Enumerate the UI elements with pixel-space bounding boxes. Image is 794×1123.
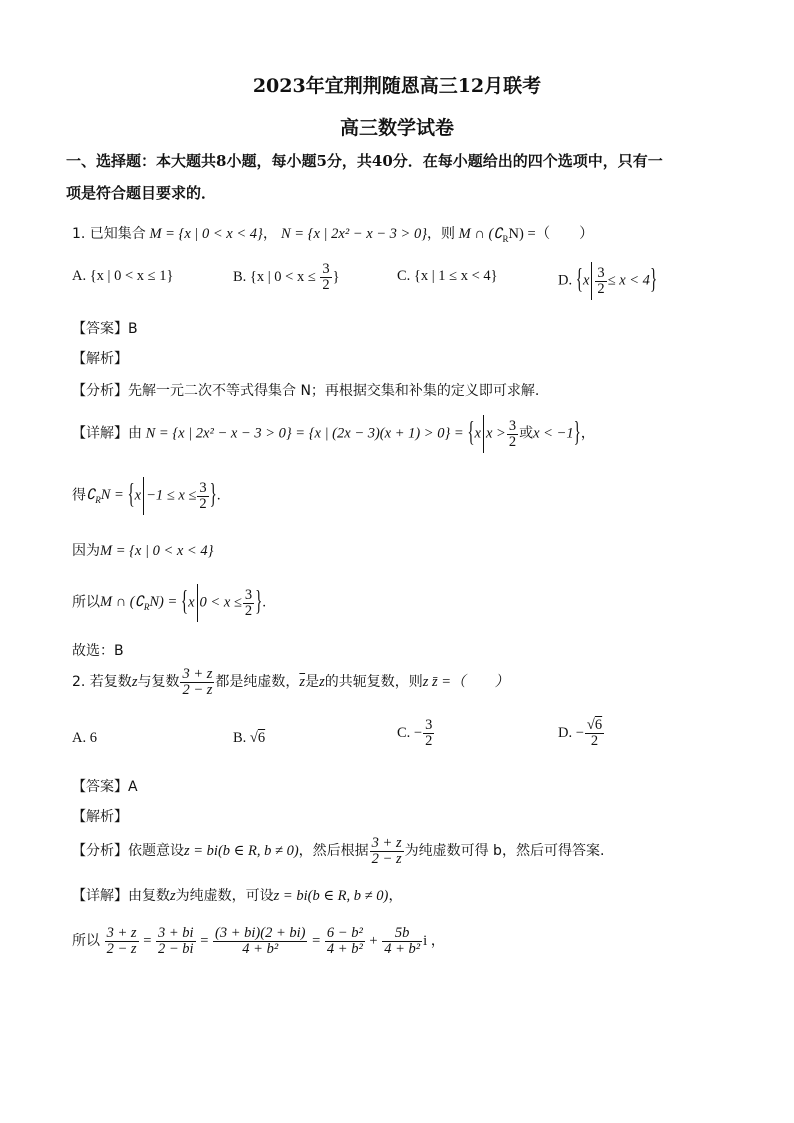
q2-option-d-label: D. [558,724,573,741]
set-bar [483,415,484,453]
numerator: √6 [586,717,603,733]
q2-option-d: D. − $\frac{√6}{2}$ [558,717,603,749]
complement-expr: $∁_RN$ = [86,487,124,506]
q1-then: ，则 [427,226,456,242]
q2-option-b-label: B. [233,730,247,746]
numerator: 3 + z [182,666,213,682]
q2-answer: 【答案】A [72,779,138,795]
fraction [585,718,604,749]
q1-option-d-fraction [595,266,606,297]
z-bar: $\overline{z}$ [299,673,306,690]
q1-option-b [233,262,340,293]
q1-detail-tail: x < −1 [533,425,574,442]
q1-choice: 故选：B [72,643,124,659]
tail: i ， [423,932,446,949]
numerator: 3 [597,264,605,281]
or-word: 或 [519,425,534,442]
q2-option-b: B. √6 [233,730,266,746]
so-word: 所以 [72,594,100,611]
q1-fenxi: 【分析】先解一元二次不等式得集合 N；再根据交集和补集的定义即可求解. [72,383,540,399]
q1-option-c: C. {x | 1 ≤ x < 4} [397,268,498,284]
fraction [197,481,208,512]
var-z: z [319,673,325,690]
denominator: 2 − bi [158,941,194,957]
q2-option-c: C. − $\frac{3}{2}$ [397,717,433,749]
brace-close: } [209,479,217,511]
var-x: x [582,272,590,289]
var-x-gt: x > [485,425,506,442]
brace-open: { [467,417,475,449]
q1-set-M: M = {x | 0 < x < 4} [149,226,263,242]
q1-option-b-close: } [332,268,340,285]
denominator: 2 [322,277,330,293]
numerator: 5b [382,926,422,942]
q1-because [72,540,213,560]
page-subtitle: 高三数学试卷 [339,117,454,139]
q1-expression: M ∩ (∁ [458,226,503,242]
fraction-3 [213,926,307,957]
q2-detail [72,884,403,905]
so-word: 所以 [72,932,100,949]
denominator: 2 [425,733,433,749]
detail-b: 为纯虚数，可设 [175,888,274,904]
q1-option-d [558,262,657,300]
denominator: 2 [508,433,517,450]
fraction [507,419,518,450]
q2-fraction [180,667,214,698]
set-bar [591,262,592,300]
q2-shi: 是 [305,673,320,690]
numerator: 3 [508,417,517,434]
brace-open: { [127,479,135,511]
fraction [370,836,404,867]
ineq: −1 ≤ x ≤ [146,487,197,504]
denominator: 4 + b² [326,941,363,957]
sqrt-value: 6 [594,717,603,733]
fenxi-a: 【分析】依题意设 [72,842,184,859]
q1-detail-line2: 得$∁_RN = \{x -1 \le x$ ≤ $\frac{3}{2}$ }. [72,477,220,515]
because-word: 因为 [72,543,100,559]
var-x: x [188,594,195,611]
q2-therefore: 所以 $\frac{3 + z}{2 - z}$ = $\frac{3 + bi}{2 - bi}$ = $\frac{(3 + bi)(2 + bi)}{\text{4 + b²}}$ = $\frac{\text{6 − b²}}{\text{4 + b²}}$ + $\frac{5b}{\text{4 + b²}}$ i ， [72,925,446,957]
q2-fenxi [72,836,604,867]
q2-analysis-head: 【解析】 [72,809,128,825]
numerator: 3 + z [371,835,402,851]
denominator: 2 − z [182,682,213,698]
q2-mid: 都是纯虚数， [215,673,300,690]
q1-sub-R: R [502,233,509,244]
page-title: 2023年宜荆荆随恩高三12月联考 [252,75,542,97]
q1-option-a: A. {x | 0 < x ≤ 1} [72,268,174,284]
numerator: 3 [199,479,207,496]
detail-c: ， [388,888,403,904]
q2-prefix: 2. 若复数 [72,673,132,690]
numerator: 3 + bi [158,925,194,941]
q1-comma: ， [262,226,278,242]
denominator: 2 [590,733,599,749]
var-z: z [131,673,138,690]
q1-expression-end: N) =（ ） [508,226,594,242]
brace-close: } [255,586,263,618]
ineq: 0 < x ≤ [199,594,242,611]
q1-answer: 【答案】B [72,321,138,337]
brace-open: { [180,586,189,618]
q1-therefore: 所以M ∩ $(∁_RN) = \{x$ 0 < x ≤ $\frac{3}{2}$ }. [72,584,266,622]
denominator: 2 [244,602,253,619]
denominator: 2 − z [106,941,137,957]
set-bar [197,584,198,622]
numerator: 3 [425,717,433,733]
q1-analysis-head: 【解析】 [72,351,128,367]
section-heading-line2: 项是符合题目要求的． [66,184,217,202]
brace-close: } [649,264,658,296]
var-z: z [170,888,176,904]
numerator: 3 + z [106,925,137,941]
numerator: 3 [244,586,253,603]
q2-zzbar: z z̄ =（ ） [422,673,510,690]
set-bar [143,477,144,515]
fraction-1 [105,926,139,957]
q1-option-b-fraction [320,262,331,293]
fraction [243,588,254,619]
q1-prefix: 1. 已知集合 [72,226,146,242]
q1-option-b-text: B. {x | 0 < x ≤ [233,268,316,285]
detail-a: 【详解】由复数 [72,888,170,904]
denominator: 2 [199,495,207,512]
q2-gong: 的共轭复数，则 [324,673,423,690]
denominator: 2 − z [371,851,402,867]
section-heading-line1: 一、选择题：本大题共8小题，每小题5分，共40分．在每小题给出的四个选项中，只有一 [66,152,663,170]
numerator: (3 + bi)(2 + bi) [215,925,306,941]
var-x: x [474,425,481,442]
fraction-5 [382,926,422,957]
de-word: 得 [72,487,86,504]
var-x: x [134,487,142,504]
q1-detail-line1: 【详解】由 N = {x | 2x² − x − 3 > 0} = {x | (2x − 3)(x + 1) > 0} = {x x > $\frac{3}{2}$ 或x < −1}， [72,415,595,453]
q1-option-d-label: D. [558,272,573,289]
brace-open: { [575,264,583,296]
numerator: 6 − b² [326,925,363,941]
q1-option-d-text: ≤ x < 4 [607,272,650,289]
fenxi-eq: z = bi(b ∈ R, b ≠ 0) [184,842,299,859]
fraction [423,718,434,749]
question-2 [72,667,509,698]
fraction-2 [156,926,196,957]
fraction-4 [325,926,365,957]
q1-set-N: N = {x | 2x² − x − 3 > 0} [280,226,428,242]
q1-detail-head: 【详解】由 [72,425,142,442]
question-1 [72,222,594,244]
q2-option-c-label: C. [397,724,411,741]
denominator: 4 + b² [242,941,279,957]
fenxi-b: ，然后根据 [298,842,369,859]
q1-detail-eq: N = {x | 2x² − x − 3 > 0} = {x | (2x − 3)(x + 1) > 0} = [145,425,464,442]
brace-close: } [573,417,581,449]
denominator: 4 + b² [384,941,421,957]
intersection-expr: M ∩ $(∁_RN)$ = [100,594,178,613]
q2-option-a: A. 6 [72,730,97,746]
detail-eq: z = bi(b ∈ R, b ≠ 0) [273,888,389,904]
numerator: 3 [322,261,330,277]
because-eq: M = {x | 0 < x < 4} [100,543,214,559]
sqrt-value: 6 [257,730,266,746]
q2-yu: 与复数 [137,673,180,690]
denominator: 2 [597,280,605,297]
fenxi-c: 为纯虚数可得 b，然后可得答案. [404,842,605,859]
